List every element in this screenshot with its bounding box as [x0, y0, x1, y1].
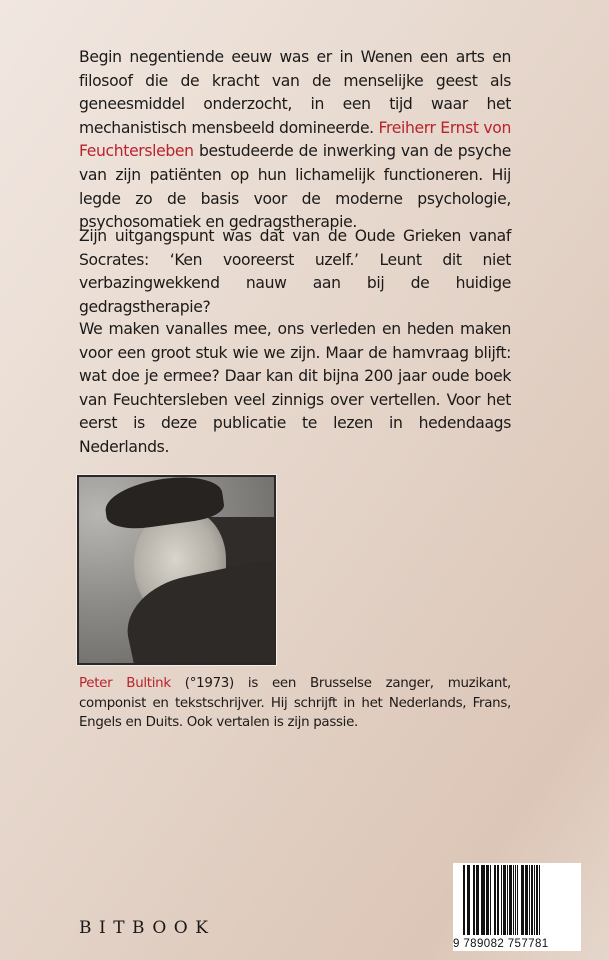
- blurb-paragraph-1: [79, 46, 511, 235]
- blurb-text: Begin negentiende eeuw was er in Wenen een arts en filosoof die de kracht van de menselijke geest als geneesmiddel onderzocht, in een tijd waar het mechanistisch mensbeeld domineerde.: [79, 48, 511, 137]
- blurb-paragraph-2: Zijn uitgangspunt was dat van de Oude Grieken vanaf Socrates: ‘Ken vooreerst uzelf.’ Leunt dit niet verbazingwekkend nauw aan bij de huidige gedragstherapie?: [79, 227, 511, 316]
- isbn-number: 9 789082 757781: [453, 938, 549, 950]
- blurb-paragraph-3: We maken vanalles mee, ons verleden en heden maken voor een groot stuk wie we zijn. Maar de hamvraag blijft: wat doe je ermee? Daar kan dit bijna 200 jaar oude boek van Feuchtersleben veel zinnigs over vertellen. Voor het eerst is deze publicatie te lezen in hedendaags Nederlands.: [79, 320, 511, 456]
- publisher-logo: BITBOOK: [79, 918, 216, 938]
- author-name: Peter Bultink: [79, 676, 171, 691]
- author-photo: [77, 475, 276, 665]
- author-bio-text: (°1973) is een Brusselse zanger, muzikant, componist en tekstschrijver. Hij schrijft in het Nederlands, Frans, Engels en Duits. Ook vertalen is zijn passie.: [79, 676, 512, 731]
- blurb-text: bestudeerde de inwerking van de psyche van zijn patiënten op hun lichamelijk functioneren. Hij legde zo de basis voor de moderne psychologie, psychosomatiek en gedragstherapie.: [79, 142, 511, 232]
- isbn-barcode: [453, 863, 581, 951]
- author-bio: [79, 674, 511, 733]
- author-subject-name: Freiherr Ernst von Feuchtersleben: [79, 118, 511, 161]
- barcode-bars: [463, 865, 573, 935]
